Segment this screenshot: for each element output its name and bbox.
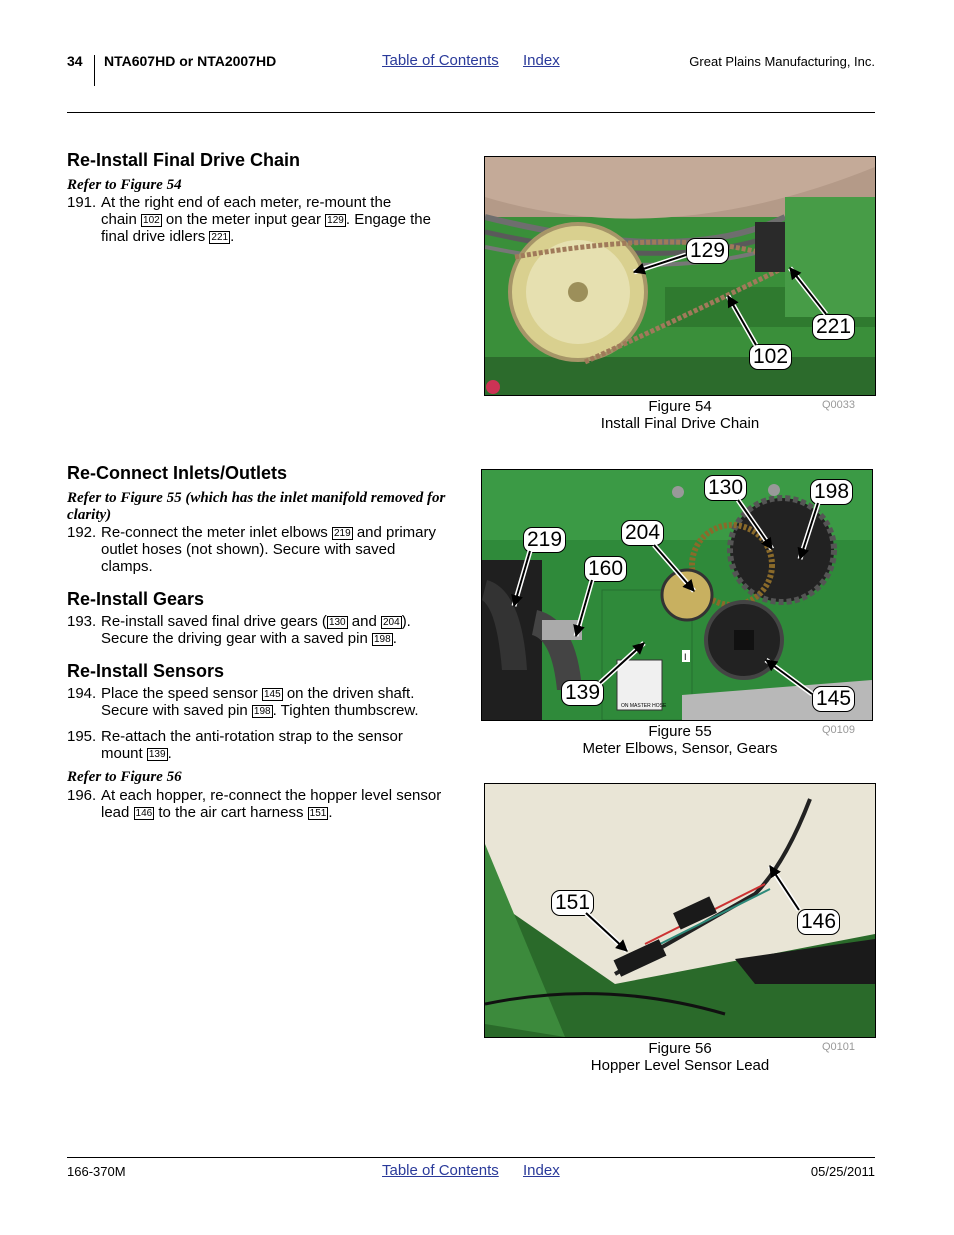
ref-line: Refer to Figure 55 (which has the inlet manifold removed for <box>67 490 446 506</box>
footer-index-link[interactable]: Index <box>523 1162 560 1179</box>
step-text: At the right end of each meter, re-mount the <box>101 194 392 211</box>
callout-label: 130 <box>704 475 747 501</box>
callout-ref: 146 <box>135 808 153 819</box>
section-title-sensors: Re-Install Sensors <box>67 661 225 681</box>
step-number: 196. <box>67 787 97 804</box>
callout-ref: 130 <box>328 617 346 628</box>
callout-ref: 145 <box>263 689 281 700</box>
step-text: . <box>328 804 333 821</box>
figure-code: Q0109 <box>822 724 856 736</box>
decal-text: ON MASTER HOSE <box>621 703 667 709</box>
callout-ref: 204 <box>383 617 400 628</box>
callout-ref: 102 <box>143 215 160 226</box>
figure-code: Q0101 <box>822 1041 856 1053</box>
doc-date: 05/25/2011 <box>810 1164 875 1179</box>
callout-label: 198 <box>810 479 853 505</box>
step-text: on the meter input gear <box>165 211 321 228</box>
ref-line: clarity) <box>67 507 112 523</box>
step-text: . Engage the <box>345 211 431 228</box>
section-title-gears: Re-Install Gears <box>67 589 205 609</box>
callout-label: 129 <box>686 238 729 264</box>
callout-label: 145 <box>812 686 855 712</box>
figure-label: Figure 54 <box>648 398 712 415</box>
step-text: chain <box>101 211 137 228</box>
callout-ref: 221 <box>211 232 229 243</box>
step-text: mount <box>101 745 143 762</box>
callout-ref: 139 <box>148 749 166 760</box>
figure-label: Figure 55 <box>648 723 712 740</box>
callout-ref: 151 <box>309 808 327 819</box>
footer-rule <box>67 1157 875 1158</box>
step-text: on the driven shaft. <box>286 685 415 702</box>
step-number: 192. <box>67 524 97 541</box>
callout-ref: 198 <box>374 634 391 645</box>
step-text: and <box>351 613 377 630</box>
page-number: 34 <box>67 53 83 69</box>
callout-label: 221 <box>812 314 855 340</box>
callout-label: 160 <box>584 556 627 582</box>
callout-ref: 129 <box>327 215 344 226</box>
step-text: Secure with saved pin <box>101 702 248 719</box>
step-number: 195. <box>67 728 97 745</box>
figure-caption: Install Final Drive Chain <box>600 415 760 432</box>
step-text: ). <box>401 613 411 630</box>
company-name: Great Plains Manufacturing, Inc. <box>689 54 875 69</box>
figure-caption: Meter Elbows, Sensor, Gears <box>582 740 778 757</box>
callout-label: 219 <box>523 527 566 553</box>
step-number: 191. <box>67 194 97 211</box>
callout-label: 102 <box>749 344 792 370</box>
step-text: . <box>392 630 397 647</box>
callout-ref: 219 <box>333 528 351 539</box>
step-text: At each hopper, re-connect the hopper level sensor <box>101 787 442 804</box>
step-text: . Tighten thumbscrew. <box>272 702 419 719</box>
step-number: 193. <box>67 613 97 630</box>
footer-toc-link[interactable]: Table of Contents <box>382 1162 499 1179</box>
section-title-inlets: Re-Connect Inlets/Outlets <box>67 463 288 483</box>
step-text: lead <box>101 804 130 821</box>
figure-reference: Refer to Figure 54 <box>67 177 182 193</box>
model-title: NTA607HD or NTA2007HD <box>104 53 277 69</box>
doc-number: 166-370M <box>67 1164 126 1179</box>
step-number: 194. <box>67 685 97 702</box>
callout-label: 146 <box>797 909 840 935</box>
step-text: Place the speed sensor <box>101 685 258 702</box>
step-text: final drive idlers <box>101 228 206 245</box>
figure-caption: Hopper Level Sensor Lead <box>590 1057 770 1074</box>
step-text: Re-attach the anti-rotation strap to the sensor <box>101 728 403 745</box>
callout-label: 151 <box>551 890 594 916</box>
step-text: Re-install saved final drive gears ( <box>101 613 327 630</box>
figure-label: Figure 56 <box>648 1040 712 1057</box>
step-text: Re-connect the meter inlet elbows <box>101 524 328 541</box>
step-text: outlet hoses (not shown). Secure with saved <box>101 541 396 558</box>
callout-ref: 198 <box>253 706 271 717</box>
step-text: clamps. <box>101 558 153 575</box>
index-link[interactable]: Index <box>523 52 560 69</box>
figure-reference: Refer to Figure 56 <box>67 769 182 785</box>
figure-code: Q0033 <box>822 399 856 411</box>
step-text: . <box>167 745 172 762</box>
step-text: . <box>230 228 235 245</box>
callout-label: 204 <box>621 520 664 546</box>
section-title-drive-chain: Re-Install Final Drive Chain <box>67 150 301 170</box>
decal-i: I <box>684 652 687 662</box>
callout-label: 139 <box>561 680 604 706</box>
step-text: to the air cart harness <box>158 804 304 821</box>
toc-link[interactable]: Table of Contents <box>382 52 499 69</box>
step-text: and primary <box>356 524 437 541</box>
step-text: Secure the driving gear with a saved pin <box>101 630 368 647</box>
